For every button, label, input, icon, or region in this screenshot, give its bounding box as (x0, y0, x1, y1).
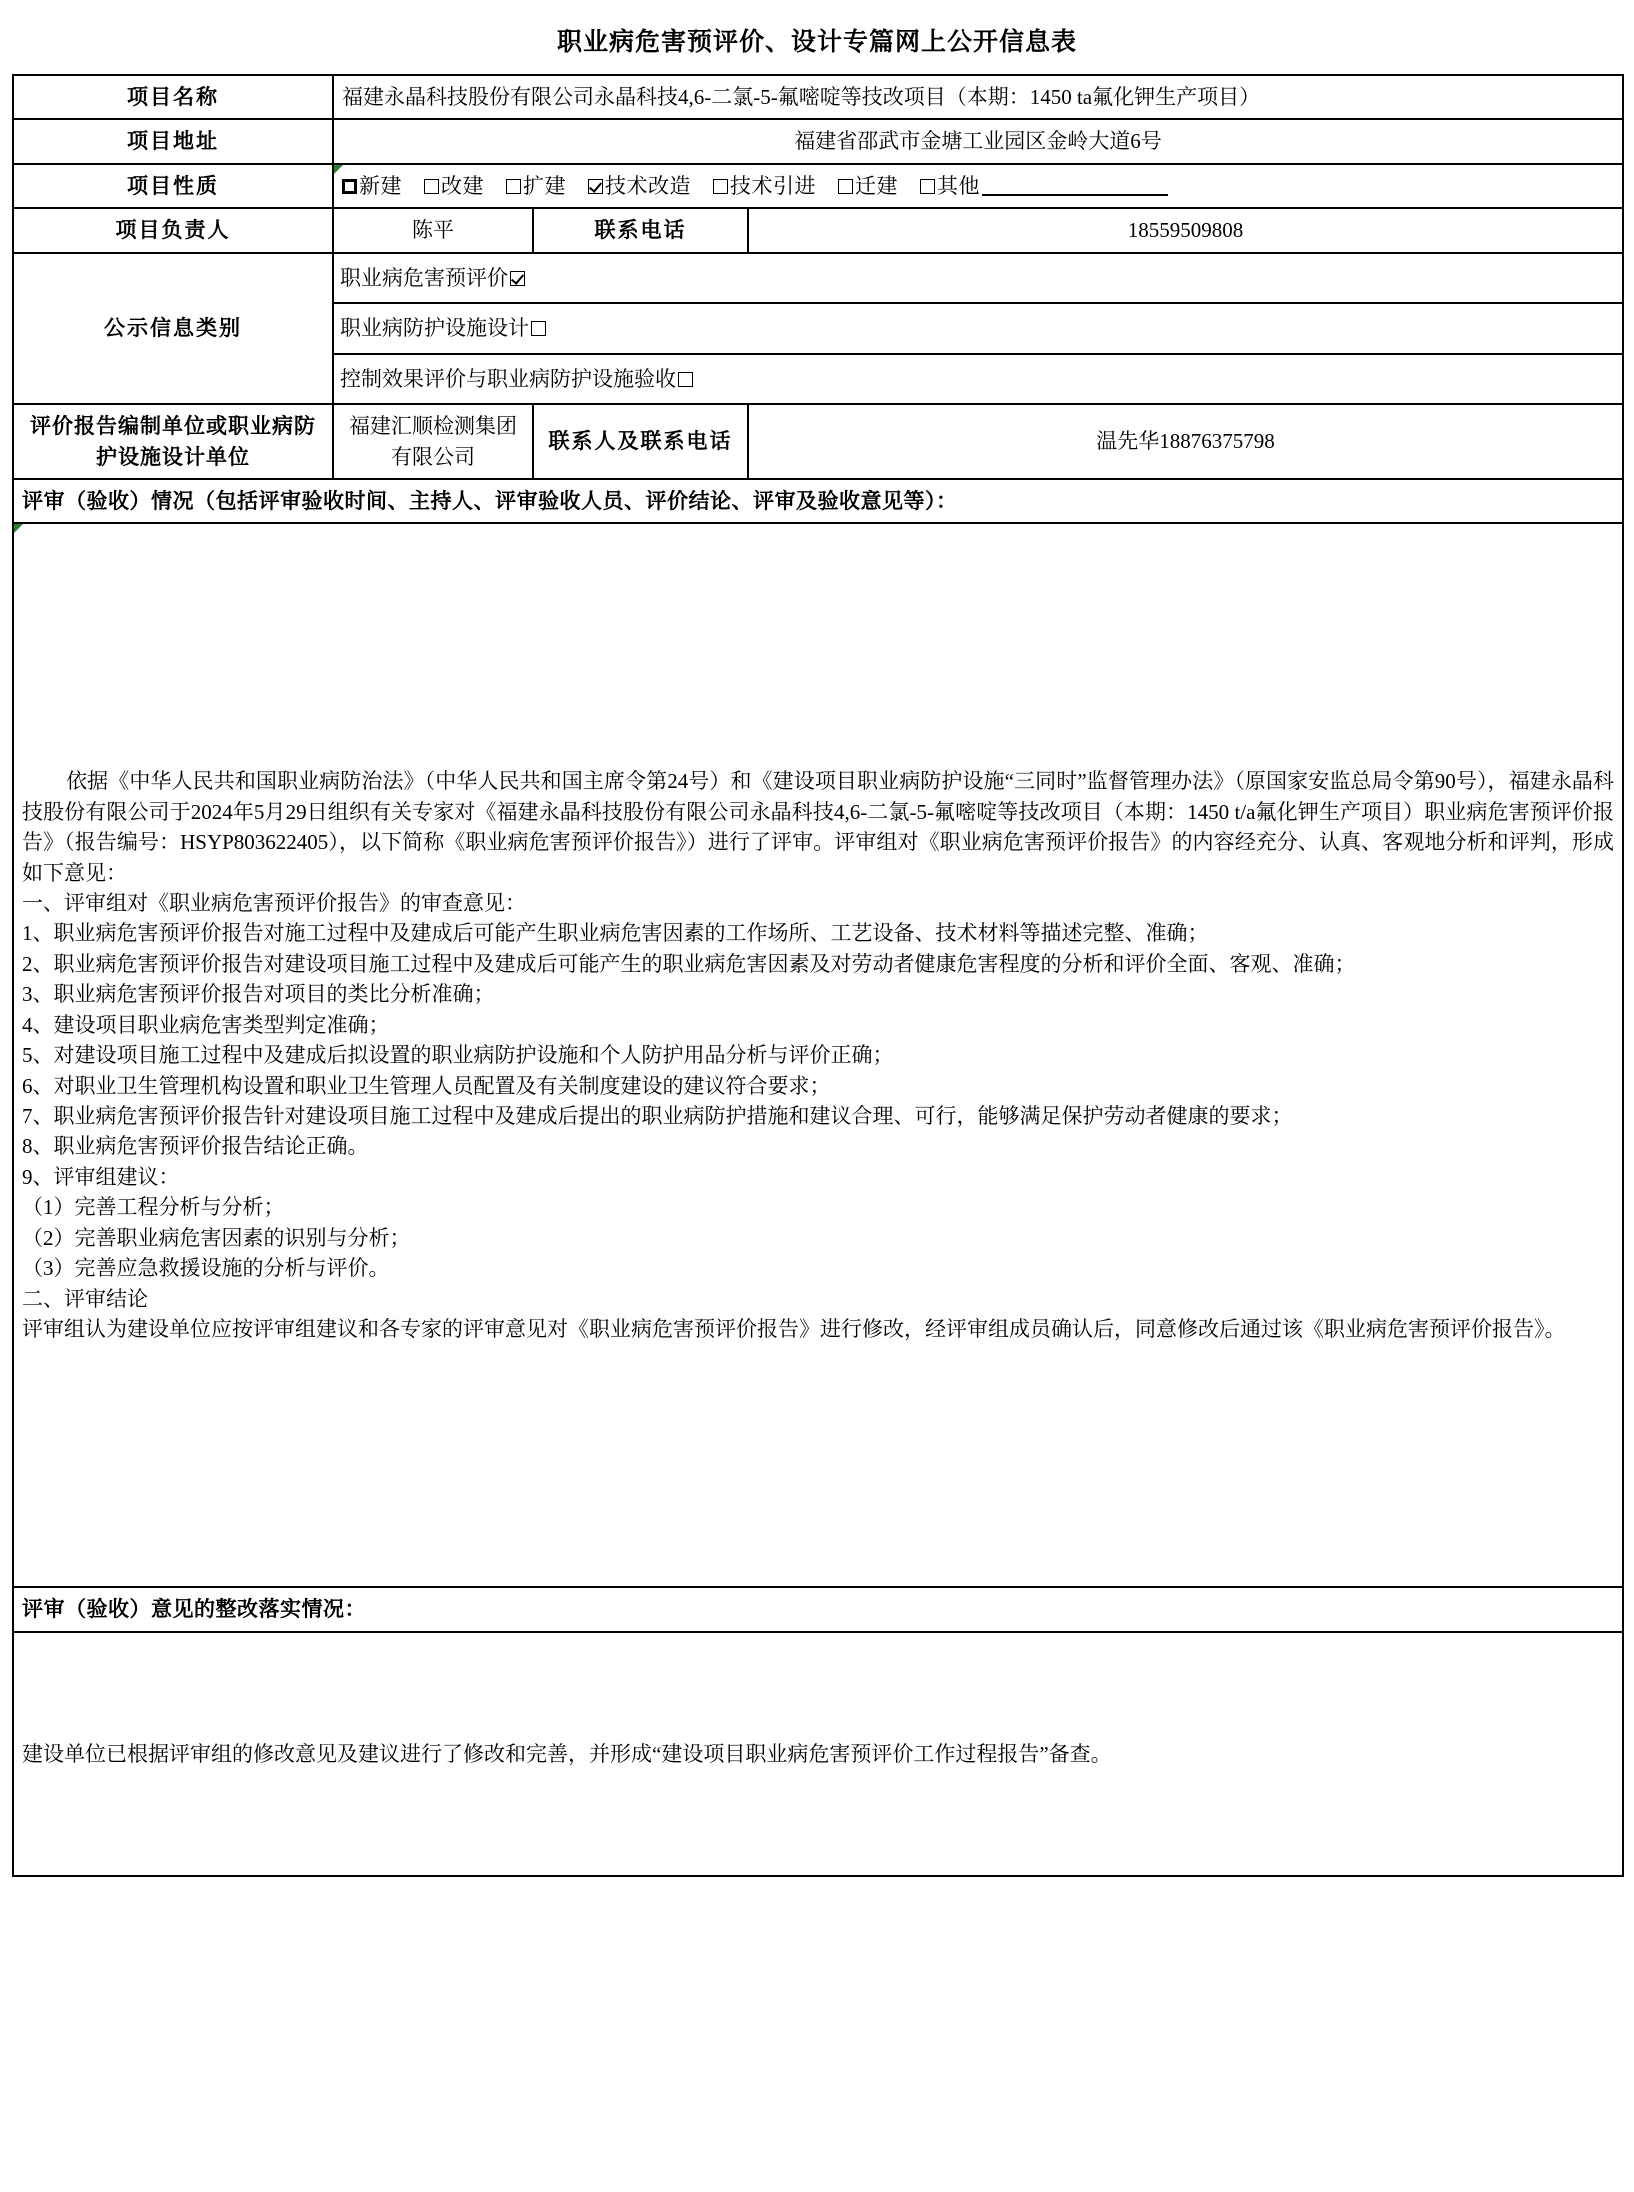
project-nature-options (333, 164, 1623, 208)
table-row-project-nature (13, 164, 1623, 208)
review-paragraph-8: 7、职业病危害预评价报告针对建设项目施工过程中及建成后提出的职业病防护措施和建议合理、可行，能够满足保护劳动者健康的要求； (22, 1104, 1293, 1129)
contact-phone-label: 联系电话 (533, 208, 748, 252)
project-name-value: 福建永晶科技股份有限公司永晶科技4,6-二氯-5-氟嘧啶等技改项目（本期：1450 ta氟化钾生产项目） (333, 75, 1623, 119)
page-title: 职业病危害预评价、设计专篇网上公开信息表 (556, 29, 1077, 56)
nature-option-6[interactable] (920, 171, 1168, 201)
unit-contact-value: 温先华18876375798 (748, 404, 1623, 479)
review-paragraph-7: 6、对职业卫生管理机构设置和职业卫生管理人员配置及有关制度建设的建议符合要求； (22, 1073, 831, 1098)
checkbox-icon[interactable] (424, 179, 439, 194)
review-paragraph-list (22, 766, 1614, 1344)
table-row-rectification-heading (13, 1587, 1623, 1631)
review-paragraph-14: 二、评审结论 (22, 1286, 148, 1311)
nature-option-label: 迁建 (855, 173, 898, 198)
project-name-label: 项目名称 (13, 75, 333, 119)
review-paragraph-3: 2、职业病危害预评价报告对建设项目施工过程中及建成后可能产生的职业病危害因素及对劳动者健康危害程度的分析和评价全面、客观、准确； (22, 951, 1356, 976)
review-paragraph-11: （1）完善工程分析与分析； (22, 1195, 285, 1220)
rectification-body: 建设单位已根据评审组的修改意见及建议进行了修改和完善，并形成“建设项目职业病危害预评价工作过程报告”备查。 (13, 1632, 1623, 1876)
table-row-project-manager (13, 208, 1623, 252)
nature-option-label: 扩建 (523, 173, 566, 198)
nature-option-label: 技术改造 (605, 173, 691, 198)
nature-option-3[interactable] (588, 171, 691, 201)
disclosure-category-label: 公示信息类别 (13, 253, 333, 404)
checkbox-icon[interactable] (506, 179, 521, 194)
preparing-unit-label: 评价报告编制单位或职业病防护设施设计单位 (13, 404, 333, 479)
review-paragraph-2: 1、职业病危害预评价报告对施工过程中及建成后可能产生职业病危害因素的工作场所、工艺设备、技术材料等描述完整、准确； (22, 921, 1209, 946)
review-heading: 评审（验收）情况（包括评审验收时间、主持人、评审验收人员、评价结论、评审及验收意见等）： (13, 479, 1623, 523)
project-address-value: 福建省邵武市金塘工业园区金岭大道6号 (333, 119, 1623, 163)
disclosure-category-row (334, 303, 1622, 353)
disclosure-category-item-label: 职业病防护设施设计 (340, 316, 529, 341)
disclosure-category-item-1[interactable] (334, 303, 1622, 353)
project-address-label: 项目地址 (13, 119, 333, 163)
review-paragraph-13: （3）完善应急救援设施的分析与评价。 (22, 1256, 390, 1281)
unit-contact-label: 联系人及联系电话 (533, 404, 748, 479)
checkbox-icon[interactable] (510, 271, 525, 286)
review-paragraph-4: 3、职业病危害预评价报告对项目的类比分析准确； (22, 982, 495, 1007)
disclosure-category-list (334, 254, 1622, 403)
review-paragraph-12: （2）完善职业病危害因素的识别与分析； (22, 1225, 411, 1250)
disclosure-category-items (333, 253, 1623, 404)
project-manager-value: 陈平 (333, 208, 533, 252)
nature-option-label: 技术引进 (730, 173, 816, 198)
review-paragraph-9: 8、职业病危害预评价报告结论正确。 (22, 1134, 369, 1159)
table-row-review-heading (13, 479, 1623, 523)
review-body (13, 523, 1623, 1587)
checkbox-icon[interactable] (920, 179, 935, 194)
table-row-rectification-body (13, 1632, 1623, 1876)
review-paragraph-5: 4、建设项目职业病危害类型判定准确； (22, 1012, 390, 1037)
review-paragraph-10: 9、评审组建议： (22, 1164, 180, 1189)
table-row-preparing-unit (13, 404, 1623, 479)
project-manager-label: 项目负责人 (13, 208, 333, 252)
table-row-disclosure-category (13, 253, 1623, 404)
table-row-review-body (13, 523, 1623, 1587)
disclosure-category-item-0[interactable] (334, 254, 1622, 303)
nature-option-label: 改建 (441, 173, 484, 198)
nature-option-1[interactable] (424, 171, 484, 201)
checkbox-icon[interactable] (588, 179, 603, 194)
table-row-project-name (13, 75, 1623, 119)
project-nature-label: 项目性质 (13, 164, 333, 208)
contact-phone-value: 18559509808 (748, 208, 1623, 252)
nature-option-5[interactable] (838, 171, 898, 201)
public-disclosure-table (12, 74, 1624, 1877)
review-paragraph-6: 5、对建设项目施工过程中及建成后拟设置的职业病防护设施和个人防护用品分析与评价正确； (22, 1043, 894, 1068)
table-row-project-address (13, 119, 1623, 163)
nature-option-0[interactable] (342, 171, 402, 201)
disclosure-category-item-label: 职业病危害预评价 (340, 265, 508, 290)
checkbox-icon[interactable] (342, 179, 357, 194)
disclosure-category-item-2[interactable] (334, 354, 1622, 403)
nature-option-label: 其他 (937, 173, 980, 198)
checkbox-icon[interactable] (531, 321, 546, 336)
green-corner-marker-body (14, 524, 23, 533)
project-nature-checkbox-group[interactable] (342, 171, 1614, 201)
checkbox-icon[interactable] (838, 179, 853, 194)
preparing-unit-value: 福建汇顺检测集团有限公司 (333, 404, 533, 479)
nature-option-label: 新建 (359, 173, 402, 198)
nature-option-4[interactable] (713, 171, 816, 201)
review-paragraph-15: 评审组认为建设单位应按评审组建议和各专家的评审意见对《职业病危害预评价报告》进行修改，经评审组成员确认后，同意修改后通过该《职业病危害预评价报告》。 (22, 1317, 1566, 1342)
green-corner-marker (334, 165, 343, 174)
checkbox-icon[interactable] (678, 372, 693, 387)
review-paragraph-0: 依据《中华人民共和国职业病防治法》（中华人民共和国主席令第24号）和《建设项目职业病防护设施“三同时”监督管理办法》（原国家安监总局令第90号），福建永晶科技股份有限公司于2024年5月29日组织有关专家对《福建永晶科技股份有限公司永晶科技4,6-二氯-5-氟嘧啶等技改项目（本期：1450 t/a氟化钾生产项目）职业病危害预评价报告》（报告编号：HSYP803622405），以下简称《职业病危害预评价报告》）进行了评审。评审组对《职业病危害预评价报告》的内容经充分、认真、客观地分析和评判，形成如下意见： (22, 769, 1614, 885)
disclosure-category-item-label: 控制效果评价与职业病防护设施验收 (340, 366, 676, 391)
nature-option-2[interactable] (506, 171, 566, 201)
other-fill-in-line[interactable] (982, 194, 1168, 196)
disclosure-category-row (334, 254, 1622, 303)
disclosure-category-row (334, 354, 1622, 403)
checkbox-icon[interactable] (713, 179, 728, 194)
review-paragraph-1: 一、评审组对《职业病危害预评价报告》的审查意见： (22, 890, 526, 915)
rectification-heading: 评审（验收）意见的整改落实情况： (13, 1587, 1623, 1631)
